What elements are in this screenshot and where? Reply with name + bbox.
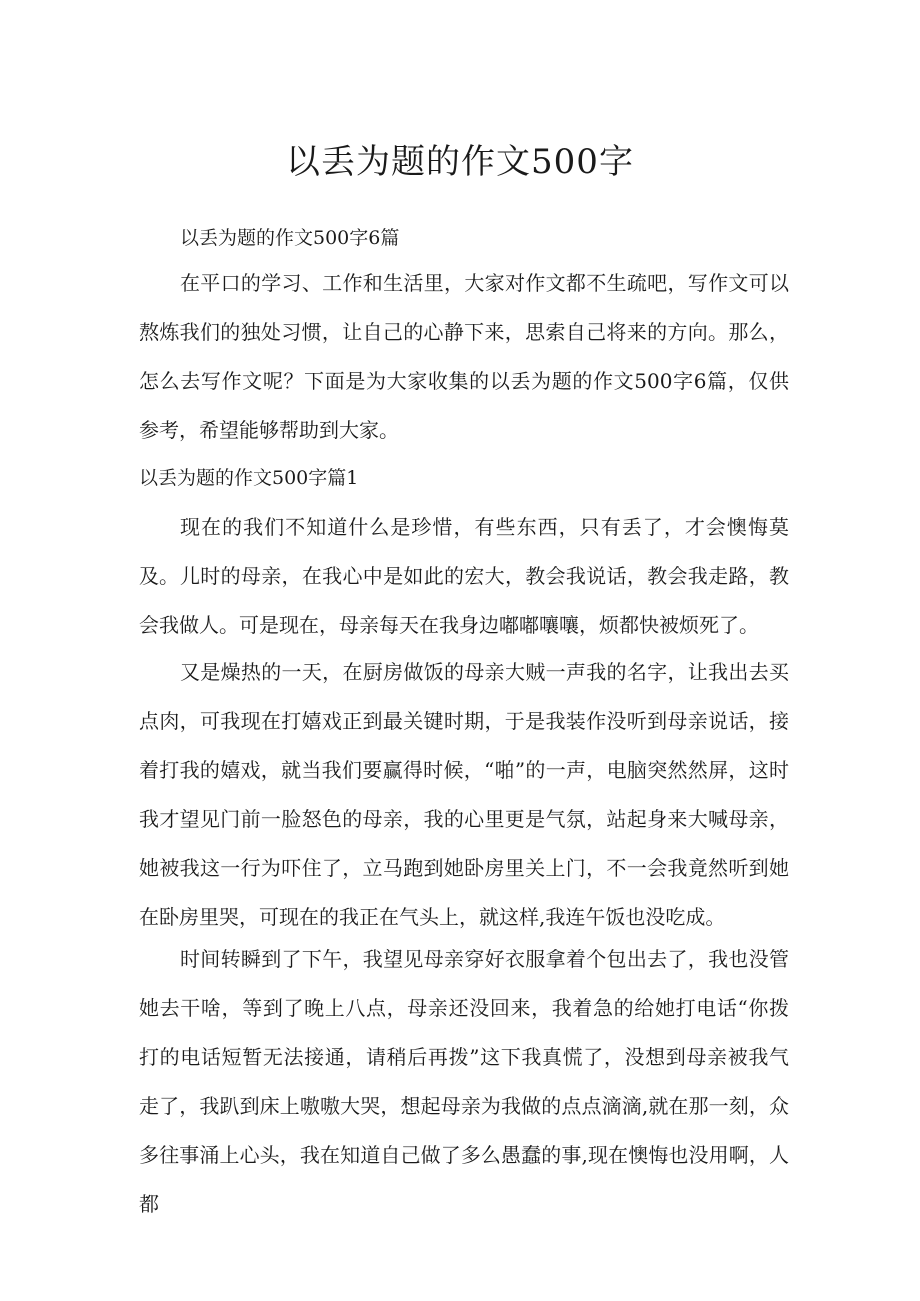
- page-title: 以丢为题的作文500字: [286, 142, 634, 182]
- intro-paragraph: 在平口的学习、工作和生活里，大家对作文都不生疏吧，写作文可以熬炼我们的独处习惯，让自己的心静下来，思索自己将来的方向。那么，怎么去写作文呢？下面是为大家收集的以丢为题的作文500字6篇，仅供参考，希望能够帮助到大家。: [139, 271, 789, 442]
- body-paragraph: 时间转瞬到了下午，我望见母亲穿好衣服拿着个包出去了，我也没管她去干啥，等到了晚上八点，母亲还没回来，我着急的给她打电话“你拨打的电话短暂无法接通，请稍后再拨”这下我真慌了，没想到母亲被我气走了，我趴到床上嗷嗷大哭，想起母亲为我做的点点滴滴,就在那一刻，众多往事涌上心头，我在知道自己做了多么愚蠢的事,现在懊悔也没用啊，人都: [139, 947, 789, 1216]
- body-paragraph: 儿时的母亲，在我心中是如此的宏大，教会我说话，教会我走路，教会我做人。可是现在，母亲每天在我身边嘟嘟嚷嚷，烦都快被烦死了。: [139, 564, 789, 637]
- body-paragraph: 又是燥热的一天，在厨房做饭的母亲大贼一声我的名字，让我出去买点肉，可我现在打嬉戏正到最关键时期，于是我装作没听到母亲说话，接着打我的嬉戏，就当我们要赢得时候，“啪”的一声，电脑突然然屏，这时我才望见门前一脸怒色的母亲，我的心里更是气氛，站起身来大喊母亲，她被我这一行为吓住了，立马跑到她卧房里关上门，不一会我竟然听到她在卧房里哭，可现在的我正在气头上，就这样,我连午饭也没吃成。: [139, 660, 789, 929]
- body-paragraph: 现在的我们不知道什么是珍惜，有些东西，只有丢了，才会懊悔莫及。: [139, 515, 789, 588]
- section-heading: 以丢为题的作文500字篇1: [139, 467, 359, 489]
- document-subtitle: 以丢为题的作文500字6篇: [180, 227, 400, 249]
